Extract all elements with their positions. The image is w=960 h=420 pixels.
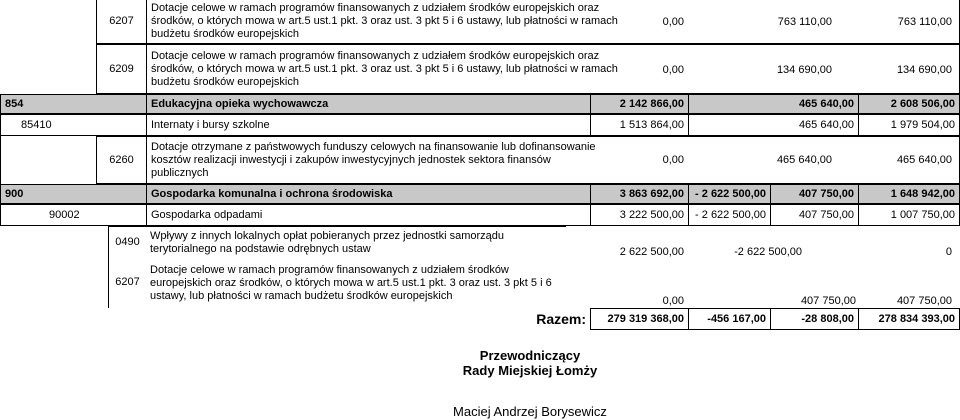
amount-cell: 465 640,00 — [776, 154, 832, 166]
table-row — [0, 262, 960, 308]
amount-cell: 763 110,00 — [897, 16, 952, 28]
section-name: Gospodarka komunalna i ochrona środowiska — [146, 184, 590, 204]
subsection-value: 1 513 864,00 — [590, 114, 688, 136]
subsection-code: 90002 — [0, 204, 146, 226]
subsection-name: Gospodarka odpadami — [146, 204, 590, 226]
description-cell: Dotacje celowe w ramach programów finansowanych z udziałem środków europejskich oraz środków, o których mowa w art.5 ust.1 pkt. 3 oraz ust. 3 pkt 5 i 6 ustawy, lub płatności w ramach budżetu środków europejskich — [146, 44, 960, 94]
signature-name: Maciej Andrzej Borysewicz — [453, 404, 607, 419]
total-value: 279 319 368,00 — [590, 308, 688, 330]
section-row — [0, 94, 960, 114]
total-label: Razem: — [536, 310, 586, 327]
section-row — [0, 184, 960, 204]
amount-cell: 0 — [945, 246, 952, 258]
table-row — [0, 44, 960, 94]
subsection-value: 1 979 504,00 — [858, 114, 960, 136]
total-value: -28 808,00 — [770, 308, 858, 330]
section-value: 3 863 692,00 — [590, 184, 688, 204]
table-row — [0, 0, 960, 44]
amount-cell: 0,00 — [662, 64, 684, 76]
total-value: -456 167,00 — [688, 308, 770, 330]
section-value: 2 608 506,00 — [858, 94, 960, 114]
table-row — [0, 226, 960, 262]
amount-cell: 407 750,00 — [800, 295, 856, 307]
amount-cell: 2 622 500,00 — [619, 246, 684, 258]
code-cell: 6209 — [96, 44, 146, 94]
section-code: 900 — [0, 184, 146, 204]
amount-cell: 0,00 — [662, 295, 684, 307]
code-cell: 6260 — [96, 136, 146, 184]
amount-cell: 134 690,00 — [896, 64, 952, 76]
subsection-value: - 2 622 500,00 — [688, 204, 770, 226]
section-value: 407 750,00 — [770, 184, 858, 204]
section-code: 854 — [0, 94, 146, 114]
section-value: - 2 622 500,00 — [688, 184, 770, 204]
amount-cell: 465 640,00 — [896, 154, 952, 166]
subsection-row — [0, 114, 960, 136]
total-row — [0, 308, 960, 330]
subsection-value: 3 222 500,00 — [590, 204, 688, 226]
subsection-name: Internaty i bursy szkolne — [146, 114, 590, 136]
subsection-value: 407 750,00 — [770, 204, 858, 226]
code-cell: 6207 — [96, 0, 146, 44]
amount-cell: 763 110,00 — [777, 16, 832, 28]
section-name: Edukacyjna opieka wychowawcza — [146, 94, 590, 114]
subsection-value: 1 007 750,00 — [858, 204, 960, 226]
council-name: Rady Miejskiej Łomży — [462, 363, 598, 378]
code-cell: 6207 — [108, 262, 146, 308]
table-row — [0, 136, 960, 184]
section-value: 2 142 866,00 — [590, 94, 688, 114]
description-cell: Dotacje celowe w ramach programów finansowanych z udziałem środków europejskich oraz środków, o których mowa w art.5 ust.1 pkt. 3 oraz ust. 3 pkt 5 i 6 ustawy, lub płatności w ramach budżetu środków europejskich — [146, 0, 960, 44]
subsection-row — [0, 204, 960, 226]
section-value: 465 640,00 — [688, 94, 858, 114]
section-value: 1 648 942,00 — [858, 184, 960, 204]
subsection-code: 85410 — [0, 114, 146, 136]
amount-cell: 134 690,00 — [776, 64, 832, 76]
amount-cell: 0,00 — [662, 154, 684, 166]
description-cell: Dotacje otrzymane z państwowych funduszy celowych na finansowanie lub dofinansowanie kosztów realizacji inwestycji i zakupów inwestycyjnych jednostek sektora finansów publicznych — [146, 136, 960, 184]
amount-cell: -2 622 500,00 — [734, 246, 802, 258]
chairman-title: Przewodniczący — [479, 348, 581, 363]
code-cell: 0490 — [108, 226, 146, 262]
total-value: 278 834 393,00 — [858, 308, 960, 330]
subsection-value: 465 640,00 — [688, 114, 858, 136]
amount-cell: 0,00 — [662, 16, 684, 28]
description-cell: Dotacje celowe w ramach programów finansowanych z udziałem środków europejskich oraz środków, o których mowa w art.5 ust.1 pkt. 3 oraz ust. 3 pkt 5 i 6 ustawy, lub płatności w ramach budżetu środków europejskich — [150, 264, 552, 302]
description-cell: Wpływy z innych lokalnych opłat pobieranych przez jednostki samorządu terytorialnego na podstawie odrębnych ustaw — [146, 226, 566, 262]
amount-cell: 407 750,00 — [896, 295, 952, 307]
